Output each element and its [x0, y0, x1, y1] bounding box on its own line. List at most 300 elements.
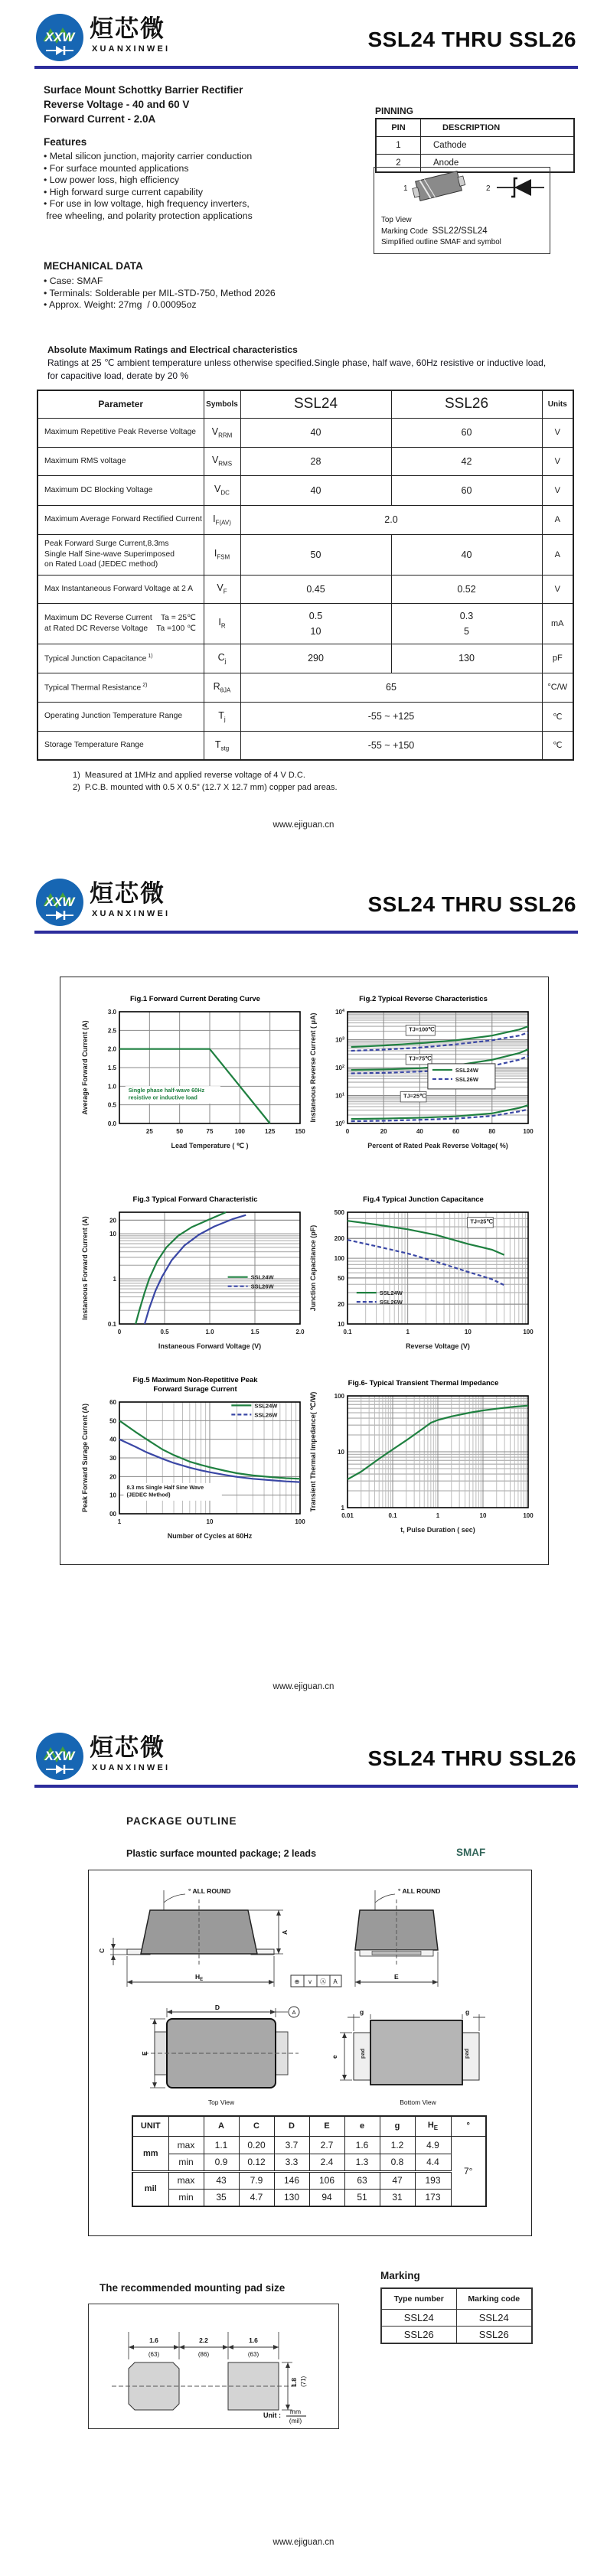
brand-name-en: XUANXINWEI — [92, 909, 171, 918]
dim-cell: 146 — [274, 2171, 309, 2189]
svg-text:° ALL ROUND: ° ALL ROUND — [398, 1887, 441, 1895]
ratings-parameter: Typical Thermal Resistance $^{2)}$ — [38, 673, 204, 702]
svg-text:10: 10 — [338, 1449, 344, 1456]
ratings-value: 60 — [391, 418, 542, 447]
bullet-item: • For use in low voltage, high frequency inverters, — [44, 198, 250, 209]
svg-text:Percent of Rated Peak Reverse: Percent of Rated Peak Reverse Voltage( %) — [367, 1142, 508, 1149]
svg-text:Single phase half-wave 60Hz: Single phase half-wave 60Hz — [128, 1087, 205, 1094]
chart-fig4 — [305, 1195, 542, 1367]
pin-description: Anode — [421, 155, 575, 173]
svg-text:1.8: 1.8 — [290, 2378, 298, 2387]
svg-text:10: 10 — [109, 1231, 116, 1238]
svg-text:A: A — [333, 1978, 338, 1985]
svg-text:Junction Capacitance (pF): Junction Capacitance (pF) — [309, 1224, 317, 1312]
svg-text:20: 20 — [109, 1217, 116, 1224]
chart-canvas — [77, 1205, 314, 1367]
mounting-pad-box — [88, 2304, 339, 2429]
ratings-value: -55 ~ +125 — [240, 702, 542, 731]
ratings-unit: ℃ — [542, 702, 573, 731]
svg-text:10: 10 — [338, 1321, 344, 1328]
svg-text:A: A — [292, 2009, 296, 2016]
svg-text:10: 10 — [464, 1329, 472, 1335]
svg-text:101: $10^1$ — [335, 1092, 344, 1100]
bullet-item: • Low power loss, high efficiency — [44, 174, 180, 185]
pinning-col-desc: DESCRIPTION — [421, 119, 575, 137]
package-drawing-box — [88, 1870, 532, 2236]
svg-text:Unit :: Unit : — [263, 2411, 281, 2419]
bullet-item: • Terminals: Solderable per MIL-STD-750, Method 2026 — [44, 287, 276, 298]
ratings-unit: mA — [542, 603, 573, 644]
ratings-note — [47, 357, 546, 382]
svg-text:103: $10^3$ — [335, 1036, 344, 1044]
chart-title: Fig.3 Typical Forward Characteristic — [132, 1195, 258, 1204]
ratings-parameter: Peak Forward Surge Current,8.3ms Single Half Sine-wave Superimposed on Rated Load (JEDEC method) — [38, 534, 204, 575]
page-title: SSL24 THRU SSL26 — [367, 892, 576, 916]
dim-cell: 0.12 — [239, 2154, 274, 2171]
dim-cell: 0.9 — [204, 2154, 239, 2171]
brand-name-en: XUANXINWEI — [92, 44, 171, 54]
dim-cell: D — [274, 2116, 309, 2136]
chart-title: Fig.4 Typical Junction Capacitance — [363, 1195, 484, 1204]
svg-text:125: 125 — [264, 1128, 276, 1135]
svg-text:TJ=25℃: TJ=25℃ — [403, 1092, 426, 1100]
footer-website: www.ejiguan.cn — [272, 820, 335, 830]
mounting-pad-drawing — [89, 2304, 335, 2425]
dim-cell: $H_E$ — [415, 2116, 451, 2136]
svg-text:2.5: 2.5 — [107, 1027, 116, 1035]
ratings-value: 290 — [240, 644, 391, 673]
ratings-value: 42 — [391, 447, 542, 475]
dim-cell: 94 — [309, 2189, 344, 2206]
svg-text:E: E — [141, 2051, 148, 2056]
svg-text:XXW: XXW — [44, 895, 75, 909]
svg-text:⊕: ⊕ — [294, 1978, 300, 1985]
svg-text:102: $10^2$ — [335, 1065, 344, 1071]
svg-text:pad: pad — [463, 2048, 470, 2059]
svg-text:40: 40 — [416, 1128, 423, 1135]
svg-text:0: 0 — [345, 1128, 350, 1135]
ratings-parameter: Maximum Average Forward Rectified Current — [38, 505, 204, 534]
dim-cell: 2.4 — [309, 2154, 344, 2171]
chart-title: Fig.6- Typical Transient Thermal Impedance — [348, 1379, 499, 1387]
brand-logo — [34, 12, 210, 64]
ratings-parameter: Max Instantaneous Forward Voltage at 2 A — [38, 575, 204, 603]
ratings-symbol: $R_{\theta JA}$ — [204, 673, 240, 702]
svg-text:v: v — [308, 1978, 312, 1985]
bullet-continuation: free wheeling, and polarity protection applications — [44, 210, 253, 221]
ratings-unit: °C/W — [542, 673, 573, 702]
svg-text:0.1: 0.1 — [388, 1512, 397, 1519]
svg-text:Ⓐ: Ⓐ — [320, 1978, 326, 1985]
ratings-symbol: $V_F$ — [204, 575, 240, 603]
svg-text:80: 80 — [488, 1128, 496, 1135]
ratings-value: 28 — [240, 447, 391, 475]
svg-text:1: 1 — [117, 1518, 122, 1525]
ratings-heading: Absolute Maximum Ratings and Electrical characteristics — [47, 344, 298, 355]
svg-text:0: 0 — [117, 1329, 122, 1335]
svg-text:10: 10 — [206, 1518, 214, 1525]
package-dimension-drawing — [90, 1873, 530, 2114]
product-subtitle — [44, 83, 243, 126]
svg-text:200: 200 — [334, 1235, 344, 1243]
dim-cell: A — [204, 2116, 239, 2136]
svg-text:0.0: 0.0 — [107, 1120, 116, 1127]
svg-text:1: 1 — [406, 1329, 410, 1335]
svg-text:XXW: XXW — [44, 1749, 75, 1763]
page-header — [34, 15, 578, 89]
dim-cell: ° — [451, 2116, 486, 2136]
dim-cell: 7° — [451, 2136, 486, 2206]
ratings-value: 40 — [240, 418, 391, 447]
bullet-item: • Metal silicon junction, majority carrier conduction — [44, 151, 253, 161]
dim-cell: min — [168, 2154, 204, 2171]
caption-marking: Marking Code SSL22/SSL24 — [381, 227, 488, 236]
svg-text:1.0: 1.0 — [107, 1083, 116, 1091]
dim-cell: 173 — [415, 2189, 451, 2206]
pin2-label: 2 — [486, 184, 491, 193]
subtitle-line: Surface Mount Schottky Barrier Rectifier — [44, 84, 243, 96]
marking-cell: SSL26 — [381, 2327, 456, 2344]
svg-text:SSL26W: SSL26W — [379, 1299, 403, 1306]
svg-text:50: 50 — [338, 1274, 344, 1282]
dim-cell: min — [168, 2189, 204, 2206]
svg-text:2.0: 2.0 — [107, 1045, 116, 1053]
svg-text:TJ=100℃: TJ=100℃ — [409, 1026, 435, 1033]
svg-text:1.6: 1.6 — [149, 2336, 158, 2344]
footer-website: www.ejiguan.cn — [272, 2538, 335, 2547]
svg-text:Bottom View: Bottom View — [400, 2098, 436, 2106]
brand-logo — [34, 1731, 210, 1783]
svg-text:150: 150 — [295, 1128, 305, 1135]
package-symbol-drawing — [374, 168, 547, 214]
dim-cell: UNIT — [132, 2116, 168, 2136]
svg-text:g: g — [465, 2008, 470, 2016]
chart-canvas — [77, 1394, 314, 1557]
pin-number: 2 — [376, 155, 421, 173]
ratings-header-cell: Units — [542, 390, 573, 418]
svg-text:TJ=75℃: TJ=75℃ — [409, 1055, 432, 1062]
ratings-unit: A — [542, 534, 573, 575]
svg-text:SSL26W: SSL26W — [254, 1411, 278, 1419]
dim-cell: E — [309, 2116, 344, 2136]
footnote: 2) P.C.B. mounted with 0.5 X 0.5" (12.7 X 12.7 mm) copper pad areas. — [73, 782, 338, 792]
mechanical-heading: MECHANICAL DATA — [44, 260, 143, 272]
chart-title: Fig.1 Forward Current Derating Curve — [130, 995, 260, 1003]
svg-text:SSL24W: SSL24W — [455, 1066, 478, 1074]
features-list — [44, 151, 253, 222]
svg-text:(63): (63) — [148, 2351, 160, 2358]
ratings-parameter: Maximum Repetitive Peak Reverse Voltage — [38, 418, 204, 447]
svg-text:Lead Temperature ( ℃ ): Lead Temperature ( ℃ ) — [171, 1142, 249, 1149]
ratings-value: 40 — [240, 475, 391, 505]
chart-canvas — [305, 1205, 542, 1367]
logo-mark-icon — [34, 1731, 85, 1782]
bullet-item: • High forward surge current capability — [44, 186, 203, 197]
package-outline-heading: PACKAGE OUTLINE — [126, 1815, 237, 1827]
ratings-value: 0.45 — [240, 575, 391, 603]
svg-text:10: 10 — [479, 1512, 487, 1519]
svg-text:Reverse Voltage (V): Reverse Voltage (V) — [406, 1342, 470, 1350]
ratings-parameter: Operating Junction Temperature Range — [38, 702, 204, 731]
ratings-parameter: Maximum DC Reverse Current Ta = 25℃ at Rated DC Reverse Voltage Ta =100 ℃ — [38, 603, 204, 644]
chart-fig3 — [77, 1195, 314, 1367]
header-rule — [34, 66, 578, 69]
svg-text:C: C — [98, 1948, 106, 1953]
package-subheading: Plastic surface mounted package; 2 leads — [126, 1848, 317, 1859]
dim-cell: 0.8 — [380, 2154, 415, 2171]
ratings-parameter: Maximum DC Blocking Voltage — [38, 475, 204, 505]
svg-text:100: 100 — [334, 1255, 344, 1263]
svg-text:A: A — [281, 1929, 289, 1935]
marking-cell: SSL24 — [456, 2310, 532, 2327]
marking-cell: SSL24 — [381, 2310, 456, 2327]
ratings-value: 2.0 — [240, 505, 542, 534]
svg-text:Peak Forward Surage Current (A: Peak Forward Surage Current (A) — [81, 1403, 89, 1513]
schottky-diode-icon — [497, 178, 544, 197]
svg-text:HE: $H_E$ — [195, 1973, 204, 1982]
svg-text:Instaneous Forward Current (A: Instaneous Forward Current (A) — [81, 1216, 89, 1320]
ratings-note-line: for capacitive load, derate by 20 % — [47, 370, 189, 381]
subtitle-line: Reverse Voltage - 40 and 60 V — [44, 99, 190, 110]
ratings-unit: ℃ — [542, 731, 573, 760]
brand-name-cn: 烜芯微 — [90, 1734, 165, 1761]
pinning-table — [375, 118, 575, 173]
dim-cell: max — [168, 2136, 204, 2154]
svg-text:0.1: 0.1 — [107, 1321, 116, 1328]
marking-header-cell: Marking code — [456, 2288, 532, 2310]
svg-text:1.5: 1.5 — [107, 1065, 116, 1071]
ratings-value: 65 — [240, 673, 542, 702]
svg-text:resistive or inductive load: resistive or inductive load — [128, 1094, 197, 1101]
ratings-parameter: Typical Junction Capacitance $^{1)}$ — [38, 644, 204, 673]
header-rule — [34, 931, 578, 934]
marking-table — [380, 2287, 533, 2344]
svg-text:mm: mm — [289, 2408, 302, 2415]
svg-text:25: 25 — [145, 1128, 153, 1135]
svg-text:40: 40 — [109, 1436, 116, 1443]
svg-text:g: g — [360, 2008, 364, 2016]
svg-text:00: 00 — [109, 1511, 116, 1518]
ratings-unit: A — [542, 505, 573, 534]
svg-text:100: $10^0$ — [335, 1120, 344, 1127]
pinning-col-pin: PIN — [376, 119, 421, 137]
svg-text:20: 20 — [380, 1128, 387, 1135]
svg-text:(71): (71) — [300, 2375, 307, 2387]
svg-text:(mil): (mil) — [289, 2417, 302, 2424]
bullet-item: • Case: SMAF — [44, 276, 103, 286]
dim-cell: 4.7 — [239, 2189, 274, 2206]
ratings-note-line: Ratings at 25 ℃ ambient temperature unless otherwise specified.Single phase, half wave, 60Hz resistive or inductive load, — [47, 357, 547, 368]
svg-text:100: 100 — [523, 1512, 534, 1519]
chart-canvas — [305, 1004, 542, 1166]
logo-mark-icon — [34, 877, 85, 928]
ratings-value: 60 — [391, 475, 542, 505]
svg-text:(JEDEC Method): (JEDEC Method) — [126, 1491, 171, 1498]
package-code: SMAF — [456, 1847, 486, 1858]
datum-frame-icon — [291, 1975, 341, 1987]
dim-cell: 1.2 — [380, 2136, 415, 2154]
ratings-table — [37, 390, 574, 761]
svg-text:(63): (63) — [247, 2351, 259, 2358]
svg-text:60: 60 — [109, 1399, 116, 1406]
ratings-unit: V — [542, 418, 573, 447]
ratings-symbol: $T_{stg}$ — [204, 731, 240, 760]
svg-text:500: 500 — [334, 1209, 344, 1216]
svg-text:t, Pulse Duration ( sec): t, Pulse Duration ( sec) — [400, 1526, 475, 1534]
ratings-symbol: $V_{RRM}$ — [204, 418, 240, 447]
ratings-value: -55 ~ +150 — [240, 731, 542, 760]
ratings-symbol: $T_j$ — [204, 702, 240, 731]
svg-text:8.3 ms Single Half Sine Wave: 8.3 ms Single Half Sine Wave — [126, 1483, 204, 1491]
svg-text:Number of Cycles at 60Hz: Number of Cycles at 60Hz — [167, 1532, 253, 1540]
pinning-heading: PINNING — [375, 106, 414, 116]
dim-cell: g — [380, 2116, 415, 2136]
svg-text:SSL24W: SSL24W — [250, 1273, 274, 1281]
dim-cell: 106 — [309, 2171, 344, 2189]
dim-cell: 3.7 — [274, 2136, 309, 2154]
svg-text:0.01: 0.01 — [341, 1512, 354, 1519]
dimension-table — [132, 2115, 487, 2207]
ratings-value: 0.5 10 — [240, 603, 391, 644]
svg-text:pad: pad — [359, 2048, 366, 2059]
svg-text:0.1: 0.1 — [343, 1329, 352, 1335]
dim-cell: 193 — [415, 2171, 451, 2189]
ratings-symbol: $I_{FSM}$ — [204, 534, 240, 575]
bullet-item: • Approx. Weight: 27mg / 0.00095oz — [44, 299, 197, 310]
svg-text:SSL24W: SSL24W — [379, 1290, 403, 1297]
svg-text:SSL26W: SSL26W — [250, 1283, 274, 1290]
ratings-header-cell: Symbols — [204, 390, 240, 418]
ratings-symbol: $V_{DC}$ — [204, 475, 240, 505]
chart-canvas — [77, 1004, 314, 1166]
ratings-value: 50 — [240, 534, 391, 575]
dim-cell: 51 — [344, 2189, 380, 2206]
svg-text:75: 75 — [206, 1128, 214, 1135]
svg-text:e: e — [331, 2055, 338, 2059]
svg-text:Average Forward Current (A): Average Forward Current (A) — [81, 1020, 89, 1115]
footer-website: www.ejiguan.cn — [272, 1682, 335, 1691]
brand-name-cn: 烜芯微 — [90, 15, 165, 42]
svg-text:1.6: 1.6 — [249, 2336, 258, 2344]
svg-text:104: $10^4$ — [335, 1009, 344, 1016]
dim-cell: 1.6 — [344, 2136, 380, 2154]
svg-text:30: 30 — [109, 1455, 116, 1462]
dim-cell: mm — [132, 2136, 168, 2171]
dim-cell: 35 — [204, 2189, 239, 2206]
chart-fig2 — [305, 995, 542, 1166]
dim-cell: 0.20 — [239, 2136, 274, 2154]
marking-header-cell: Type number — [381, 2288, 456, 2310]
chart-fig1 — [77, 995, 314, 1166]
dim-cell — [168, 2116, 204, 2136]
caption-note: Simplified outline SMAF and symbol — [381, 238, 501, 246]
pin1-label: 1 — [403, 184, 408, 193]
svg-text:100: 100 — [334, 1393, 344, 1400]
ratings-symbol: $V_{RMS}$ — [204, 447, 240, 475]
svg-text:TJ=25℃: TJ=25℃ — [470, 1218, 493, 1225]
logo-mark-icon — [34, 12, 85, 63]
svg-text:3.0: 3.0 — [107, 1009, 116, 1016]
outline-caption — [381, 215, 501, 248]
ratings-value: 0.52 — [391, 575, 542, 603]
svg-text:1: 1 — [341, 1505, 344, 1511]
ratings-value: 0.3 5 — [391, 603, 542, 644]
svg-text:XXW: XXW — [44, 30, 75, 44]
dim-cell: max — [168, 2171, 204, 2189]
dim-cell: e — [344, 2116, 380, 2136]
svg-text:1.5: 1.5 — [250, 1329, 259, 1335]
dim-cell: 1.1 — [204, 2136, 239, 2154]
caption-top-view: Top View — [381, 216, 412, 224]
svg-text:100: 100 — [295, 1518, 305, 1525]
svg-text:100: 100 — [234, 1128, 246, 1135]
svg-text:10: 10 — [109, 1492, 116, 1499]
ratings-symbol: $I_R$ — [204, 603, 240, 644]
ratings-value: 130 — [391, 644, 542, 673]
dim-cell: 1.3 — [344, 2154, 380, 2171]
svg-text:20: 20 — [109, 1473, 116, 1481]
ratings-parameter: Storage Temperature Range — [38, 731, 204, 760]
marking-cell: SSL26 — [456, 2327, 532, 2344]
chart-title: Fig.5 Maximum Non-Repetitive Peak Forward Surage Current — [132, 1376, 258, 1394]
marking-heading: Marking — [380, 2270, 420, 2281]
footnote: 1) Measured at 1MHz and applied reverse voltage of 4 V D.C. — [73, 771, 305, 780]
ratings-header-cell: Parameter — [38, 390, 204, 418]
svg-text:Instaneous Forward Voltage (V): Instaneous Forward Voltage (V) — [158, 1342, 262, 1350]
chart-canvas — [305, 1388, 542, 1550]
svg-text:1: 1 — [436, 1512, 440, 1519]
ratings-symbol: $I_{F(AV)}$ — [204, 505, 240, 534]
svg-text:2.2: 2.2 — [199, 2336, 208, 2344]
subtitle-line: Forward Current - 2.0A — [44, 113, 156, 125]
svg-text:20: 20 — [338, 1301, 344, 1309]
chart-title: Fig.2 Typical Reverse Characteristics — [359, 995, 488, 1003]
page-title: SSL24 THRU SSL26 — [367, 28, 576, 51]
page-title: SSL24 THRU SSL26 — [367, 1746, 576, 1770]
ratings-header-cell: SSL24 — [240, 390, 391, 418]
page-header — [34, 880, 578, 954]
svg-text:0.5: 0.5 — [107, 1101, 116, 1109]
svg-text:1.0: 1.0 — [205, 1329, 214, 1335]
svg-text:Transient Thermal Impedance( ℃: Transient Thermal Impedance( ℃/W) — [309, 1391, 317, 1512]
svg-text:D: D — [214, 2004, 220, 2011]
dim-cell: 4.4 — [415, 2154, 451, 2171]
footnotes — [73, 770, 338, 794]
dim-cell: 4.9 — [415, 2136, 451, 2154]
brand-name-cn: 烜芯微 — [90, 880, 165, 907]
dim-cell: 63 — [344, 2171, 380, 2189]
dim-cell: 47 — [380, 2171, 415, 2189]
page-1 — [0, 0, 607, 880]
svg-text:SSL24W: SSL24W — [254, 1402, 278, 1410]
ratings-header-cell: SSL26 — [391, 390, 542, 418]
header-rule — [34, 1785, 578, 1788]
page-2 — [0, 880, 607, 1730]
svg-text:100: 100 — [523, 1128, 534, 1135]
pin-description: Cathode — [421, 137, 575, 155]
ratings-unit: pF — [542, 644, 573, 673]
page-header — [34, 1734, 578, 1808]
mounting-pad-heading: The recommended mounting pad size — [100, 2282, 286, 2294]
svg-text:100: 100 — [523, 1329, 534, 1335]
svg-text:0.5: 0.5 — [160, 1329, 169, 1335]
bullet-item: • For surface mounted applications — [44, 162, 189, 174]
svg-text:° ALL ROUND: ° ALL ROUND — [188, 1887, 231, 1895]
svg-text:Instaneous Reverse Current ( μ: Instaneous Reverse Current ( μA) — [309, 1012, 317, 1123]
dim-cell: 3.3 — [274, 2154, 309, 2171]
ratings-value: 40 — [391, 534, 542, 575]
svg-text:50: 50 — [109, 1417, 116, 1425]
